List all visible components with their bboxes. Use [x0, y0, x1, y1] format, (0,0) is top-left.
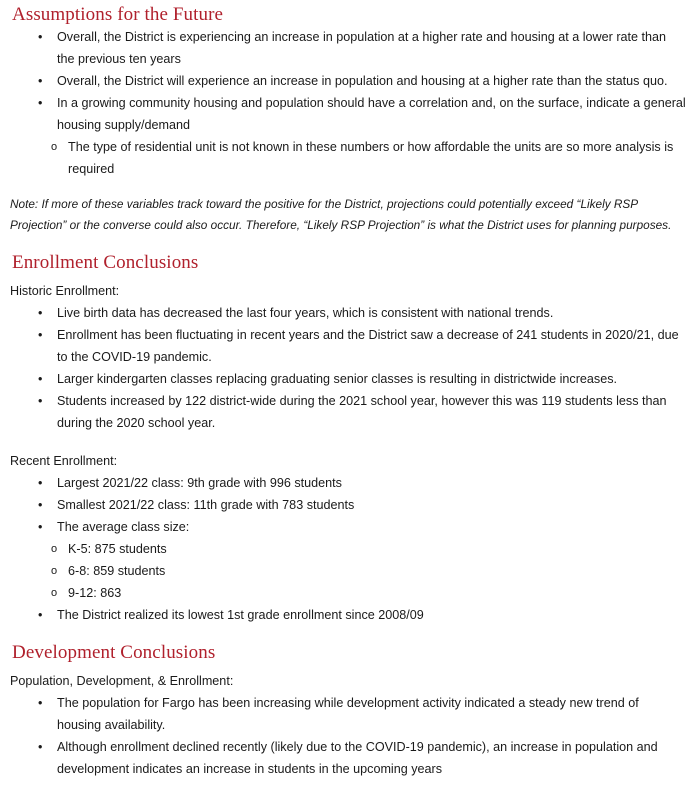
list-item-text: The population for Fargo has been increasing while development activity indicated a steady new trend of housing availability. — [57, 696, 639, 732]
sub-list-item-text: 6-8: 859 students — [68, 564, 166, 578]
list-item-text: Smallest 2021/22 class: 11th grade with 783 students — [57, 498, 355, 512]
list-item — [10, 516, 686, 604]
sub-list-item-text: The type of residential unit is not known in these numbers or how affordable the units are so more analysis is required — [68, 140, 674, 176]
recent-enrollment-list — [10, 472, 686, 626]
list-item — [10, 472, 686, 494]
list-item-text: Largest 2021/22 class: 9th grade with 996 students — [57, 476, 342, 490]
list-item — [10, 368, 686, 390]
list-item-text: Larger kindergarten classes replacing graduating senior classes is resulting in districtwide increases. — [57, 372, 617, 386]
sub-list-item — [10, 560, 686, 582]
assumptions-bullet-list — [10, 26, 686, 180]
bullet-icon: • — [38, 394, 43, 408]
list-item — [10, 390, 686, 434]
sub-list-item — [10, 136, 686, 180]
section-heading-assumptions: Assumptions for the Future — [12, 4, 224, 25]
paragraph-spacer — [10, 434, 686, 444]
list-item — [10, 324, 686, 368]
list-item — [10, 692, 686, 736]
bullet-icon: • — [38, 696, 43, 710]
bullet-icon: • — [38, 740, 43, 754]
assumptions-note: Note: If more of these variables track toward the positive for the District, projections could potentially exceed “Likely RSP Projection” or the converse could also occur. Therefore, “Likely RSP Projection” is what the District uses for planning purposes. — [10, 197, 672, 232]
list-item-text: Students increased by 122 district-wide during the 2021 school year, however this was 119 students less than during the 2020 school year. — [57, 394, 667, 430]
list-item-text: Enrollment has been fluctuating in recent years and the District saw a decrease of 241 students in 2020/21, due to the COVID-19 pandemic. — [57, 328, 679, 364]
list-item-text: Although enrollment declined recently (likely due to the COVID-19 pandemic), an increase in population and development indicates an increase in students in the upcoming years — [57, 740, 658, 776]
list-item — [10, 70, 686, 92]
list-item — [10, 736, 686, 780]
assumptions-subbullet-list — [10, 136, 686, 180]
circle-bullet-icon: o — [51, 543, 58, 555]
list-item-text: Overall, the District will experience an increase in population and housing at a higher rate than the status quo. — [57, 74, 668, 88]
historic-enrollment-list — [10, 302, 686, 434]
circle-bullet-icon: o — [51, 587, 58, 599]
development-bullet-list — [10, 692, 686, 780]
section-heading-development: Development Conclusions — [12, 642, 216, 663]
recent-enrollment-label: Recent Enrollment: — [10, 454, 118, 468]
circle-bullet-icon: o — [51, 565, 58, 577]
list-item-text: In a growing community housing and population should have a correlation and, on the surface, indicate a general housing supply/demand — [57, 96, 686, 132]
list-item — [10, 92, 686, 180]
population-development-label: Population, Development, & Enrollment: — [10, 674, 234, 688]
list-item-text: Overall, the District is experiencing an increase in population at a higher rate and housing at a lower rate than the previous ten years — [57, 30, 667, 66]
bullet-icon: • — [38, 498, 43, 512]
historic-enrollment-label: Historic Enrollment: — [10, 284, 120, 298]
list-item — [10, 26, 686, 70]
list-item-text: The District realized its lowest 1st grade enrollment since 2008/09 — [57, 608, 424, 622]
bullet-icon: • — [38, 476, 43, 490]
sub-list-item-text: K-5: 875 students — [68, 542, 167, 556]
circle-bullet-icon: o — [51, 141, 58, 153]
sub-list-item — [10, 582, 686, 604]
bullet-icon: • — [38, 96, 43, 110]
list-item — [10, 302, 686, 324]
bullet-icon: • — [38, 30, 43, 44]
list-item-text: The average class size: — [57, 520, 190, 534]
bullet-icon: • — [38, 520, 43, 534]
bullet-icon: • — [38, 608, 43, 622]
bullet-icon: • — [38, 372, 43, 386]
section-heading-enrollment: Enrollment Conclusions — [12, 252, 199, 273]
sub-list-item-text: 9-12: 863 — [68, 586, 122, 600]
average-class-size-list — [10, 538, 686, 604]
list-item — [10, 494, 686, 516]
bullet-icon: • — [38, 74, 43, 88]
list-item — [10, 604, 686, 626]
sub-list-item — [10, 538, 686, 560]
list-item-text: Live birth data has decreased the last four years, which is consistent with national trends. — [57, 306, 554, 320]
bullet-icon: • — [38, 306, 43, 320]
bullet-icon: • — [38, 328, 43, 342]
